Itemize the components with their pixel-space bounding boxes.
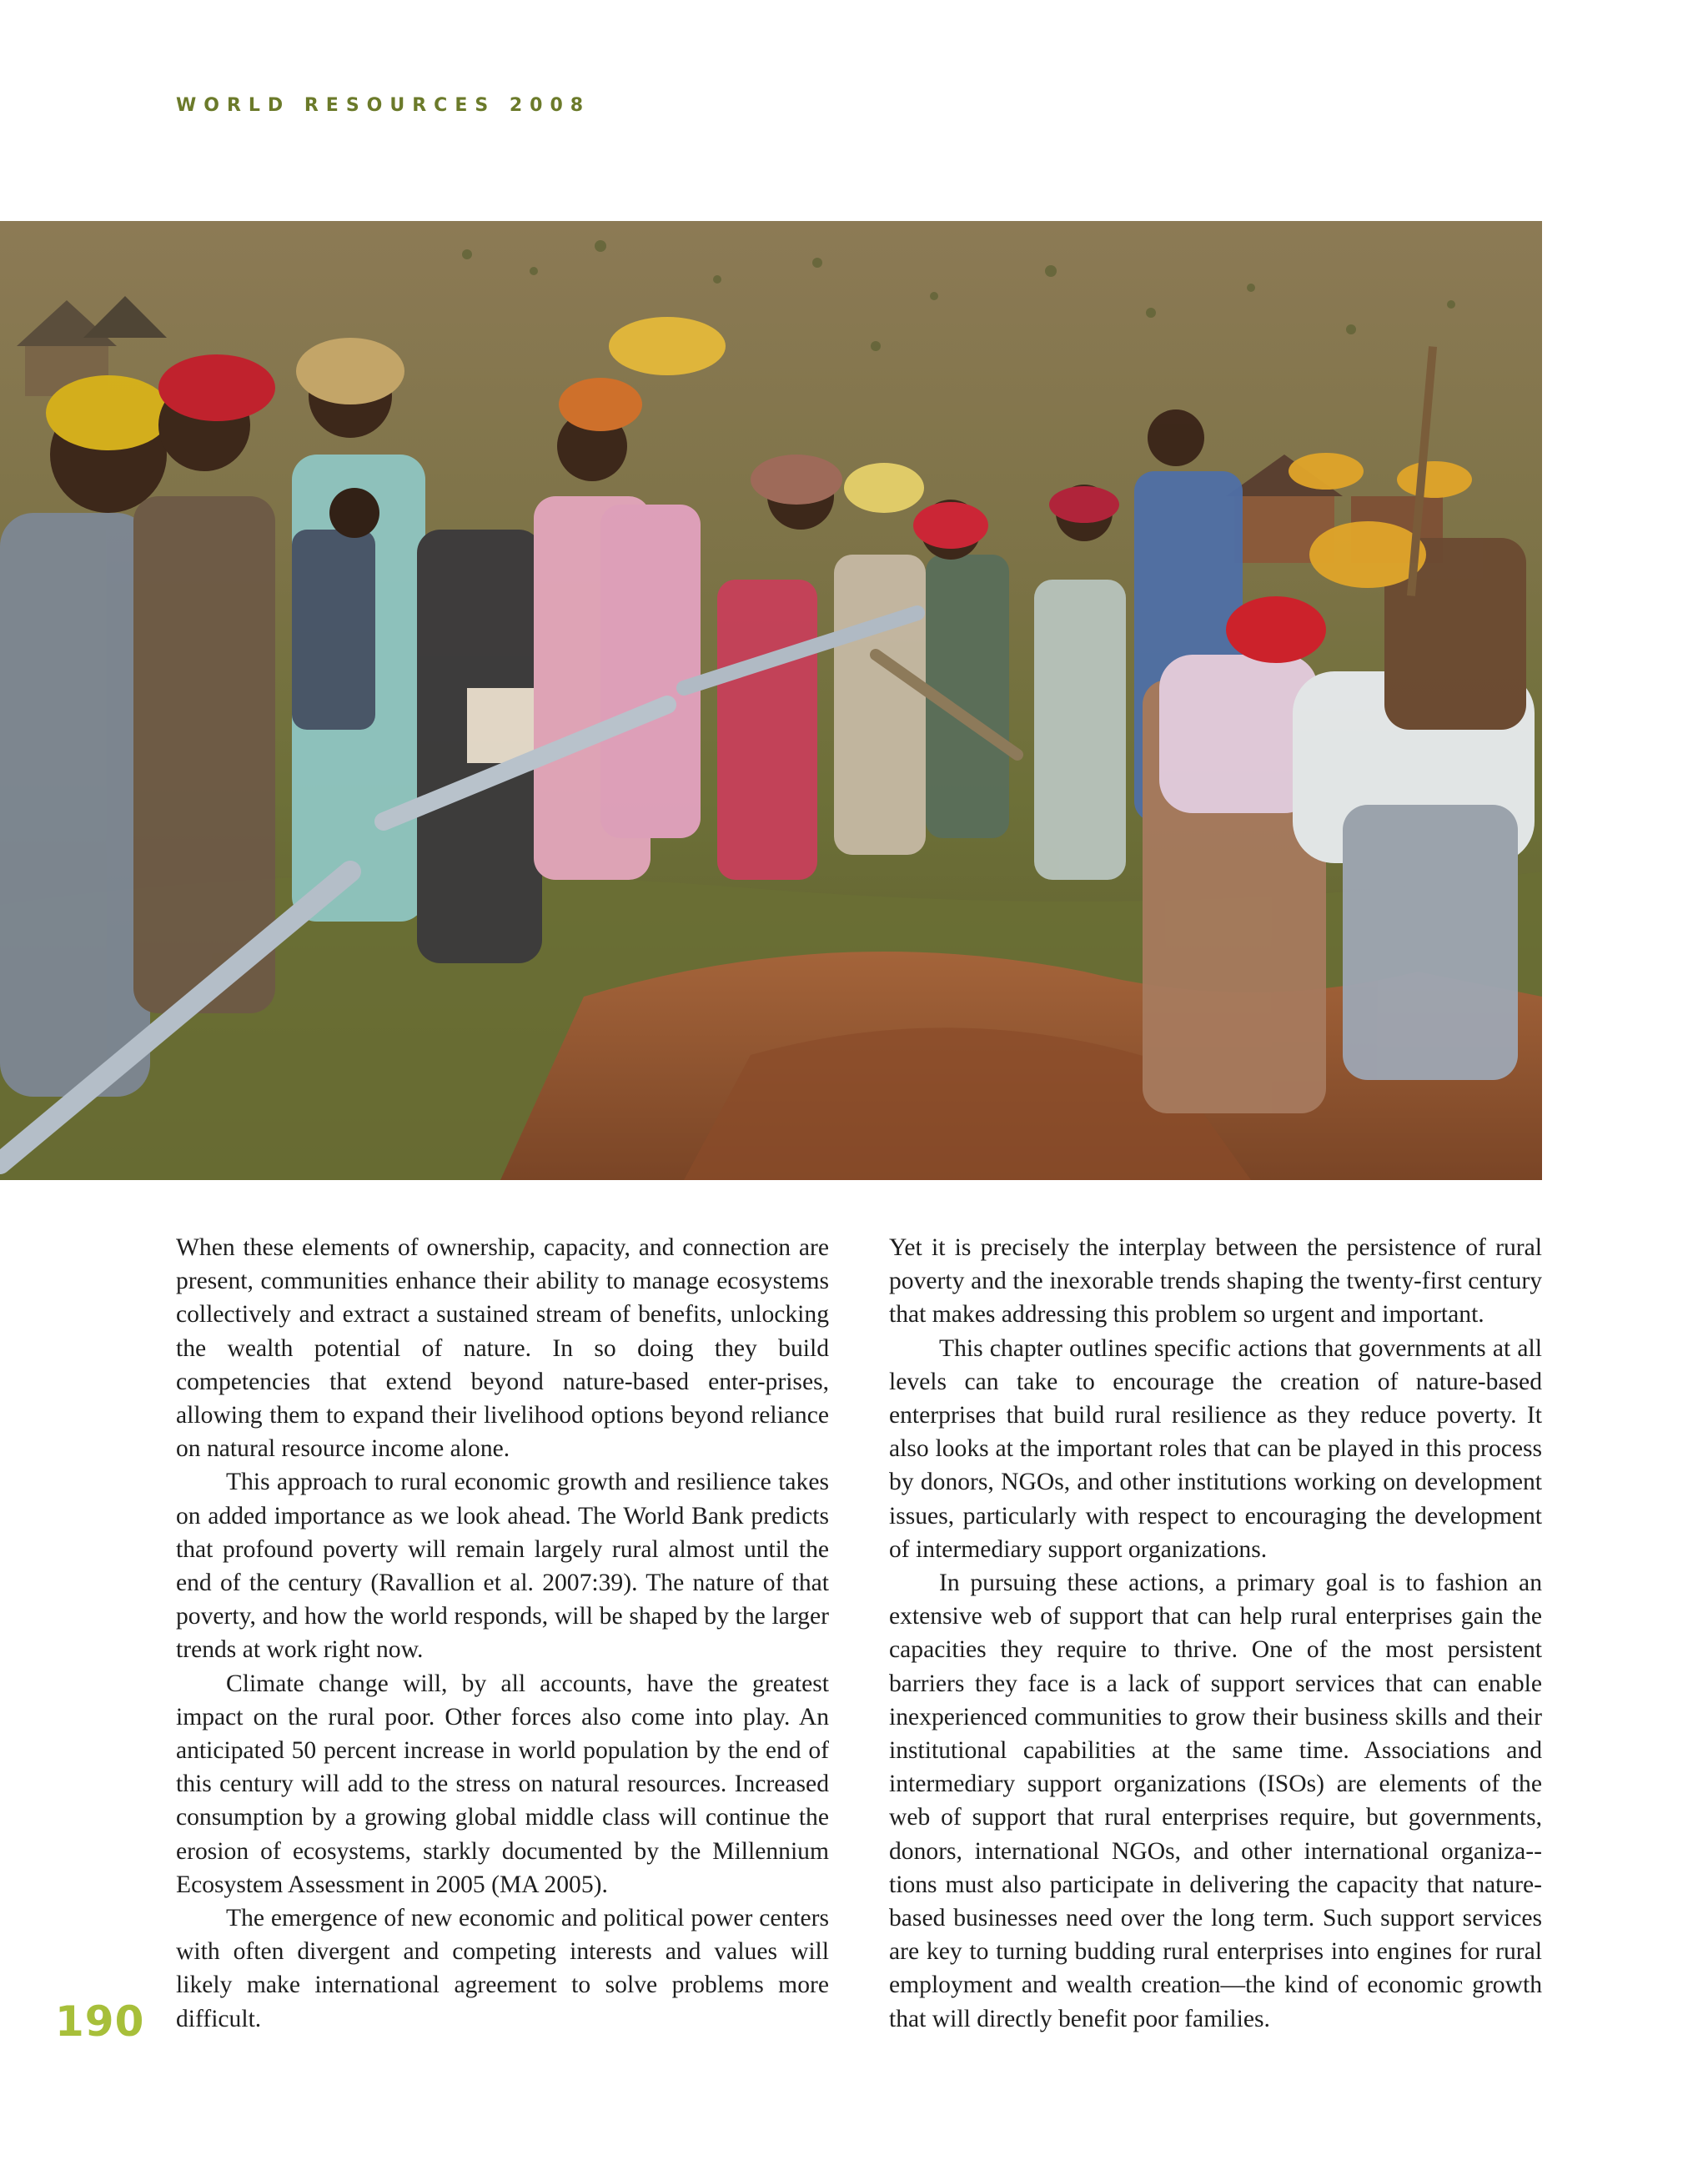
page-number: 190 [55, 1997, 145, 2046]
left-paragraph-4: The emergence of new economic and political power centers with often divergent and competing interests and values will likely make international agreement to solve problems more difficult. [176, 1905, 829, 2032]
left-column [176, 1231, 829, 2036]
left-paragraph-3: Climate change will, by all accounts, have the greatest impact on the rural poor. Other forces also come into play. An anticipated 50 percent increase in world population by the end of this century will add to the stress on natural resources. Increased consumption by a growing global middle class will continue the erosion of ecosystems, starkly documented by the Millennium Ecosystem Assessment in 2005 (MA 2005). [176, 1670, 829, 1898]
running-header: WORLD RESOURCES 2008 [176, 95, 591, 116]
right-column [889, 1231, 1542, 2036]
right-paragraph-1: Yet it is precisely the interplay between the persistence of rural poverty and the inexorable trends shaping the twenty-first century that makes addressing this problem so urgent and important. [889, 1234, 1542, 1329]
left-paragraph-1: When these elements of ownership, capacity, and connection are present, communities enhance their ability to manage ecosystems collectively and extract a sustained stream of benefits, unlocking the wealth potential of nature. In so doing they build competencies that extend beyond nature-based enter-prises, allowing them to expand their livelihood options beyond reliance on natural resource income alone. [176, 1234, 829, 1463]
left-paragraph-2: This approach to rural economic growth and resilience takes on added importance as we look ahead. The World Bank predicts that profound poverty will remain largely rural almost until the end of the century (Ravallion et al. 2007:39). The nature of that poverty, and how the world responds, will be shaped by the larger trends at work right now. [176, 1469, 829, 1664]
right-paragraph-2: This chapter outlines specific actions that governments at all levels can take to encourage the creation of nature-based enterprises that build rural resilience as they reduce poverty. It also looks at the important roles that can be played in this process by donors, NGOs, and other institutions working on development issues, particularly with respect to encouraging the development of intermediary support organizations. [889, 1334, 1542, 1563]
photo-illustration [0, 221, 1542, 1180]
photo [0, 221, 1542, 1180]
right-paragraph-3: In pursuing these actions, a primary goal is to fashion an extensive web of support that can help rural enterprises gain the capacities they require to thrive. One of the most persistent barriers they face is a lack of support services that can enable inexperienced communities to grow their business skills and their institutional capabilities at the same time. Associations and intermediary support organizations (ISOs) are elements of the web of support that rural enterprises require, but governments, donors, international NGOs, and other international organiza-tions must also participate in delivering the capacity that nature-based businesses need over the long term. Such support services are key to turning budding rural enterprises into engines for rural employment and wealth creation—the kind of economic growth that will directly benefit poor families. [889, 1570, 1542, 2032]
